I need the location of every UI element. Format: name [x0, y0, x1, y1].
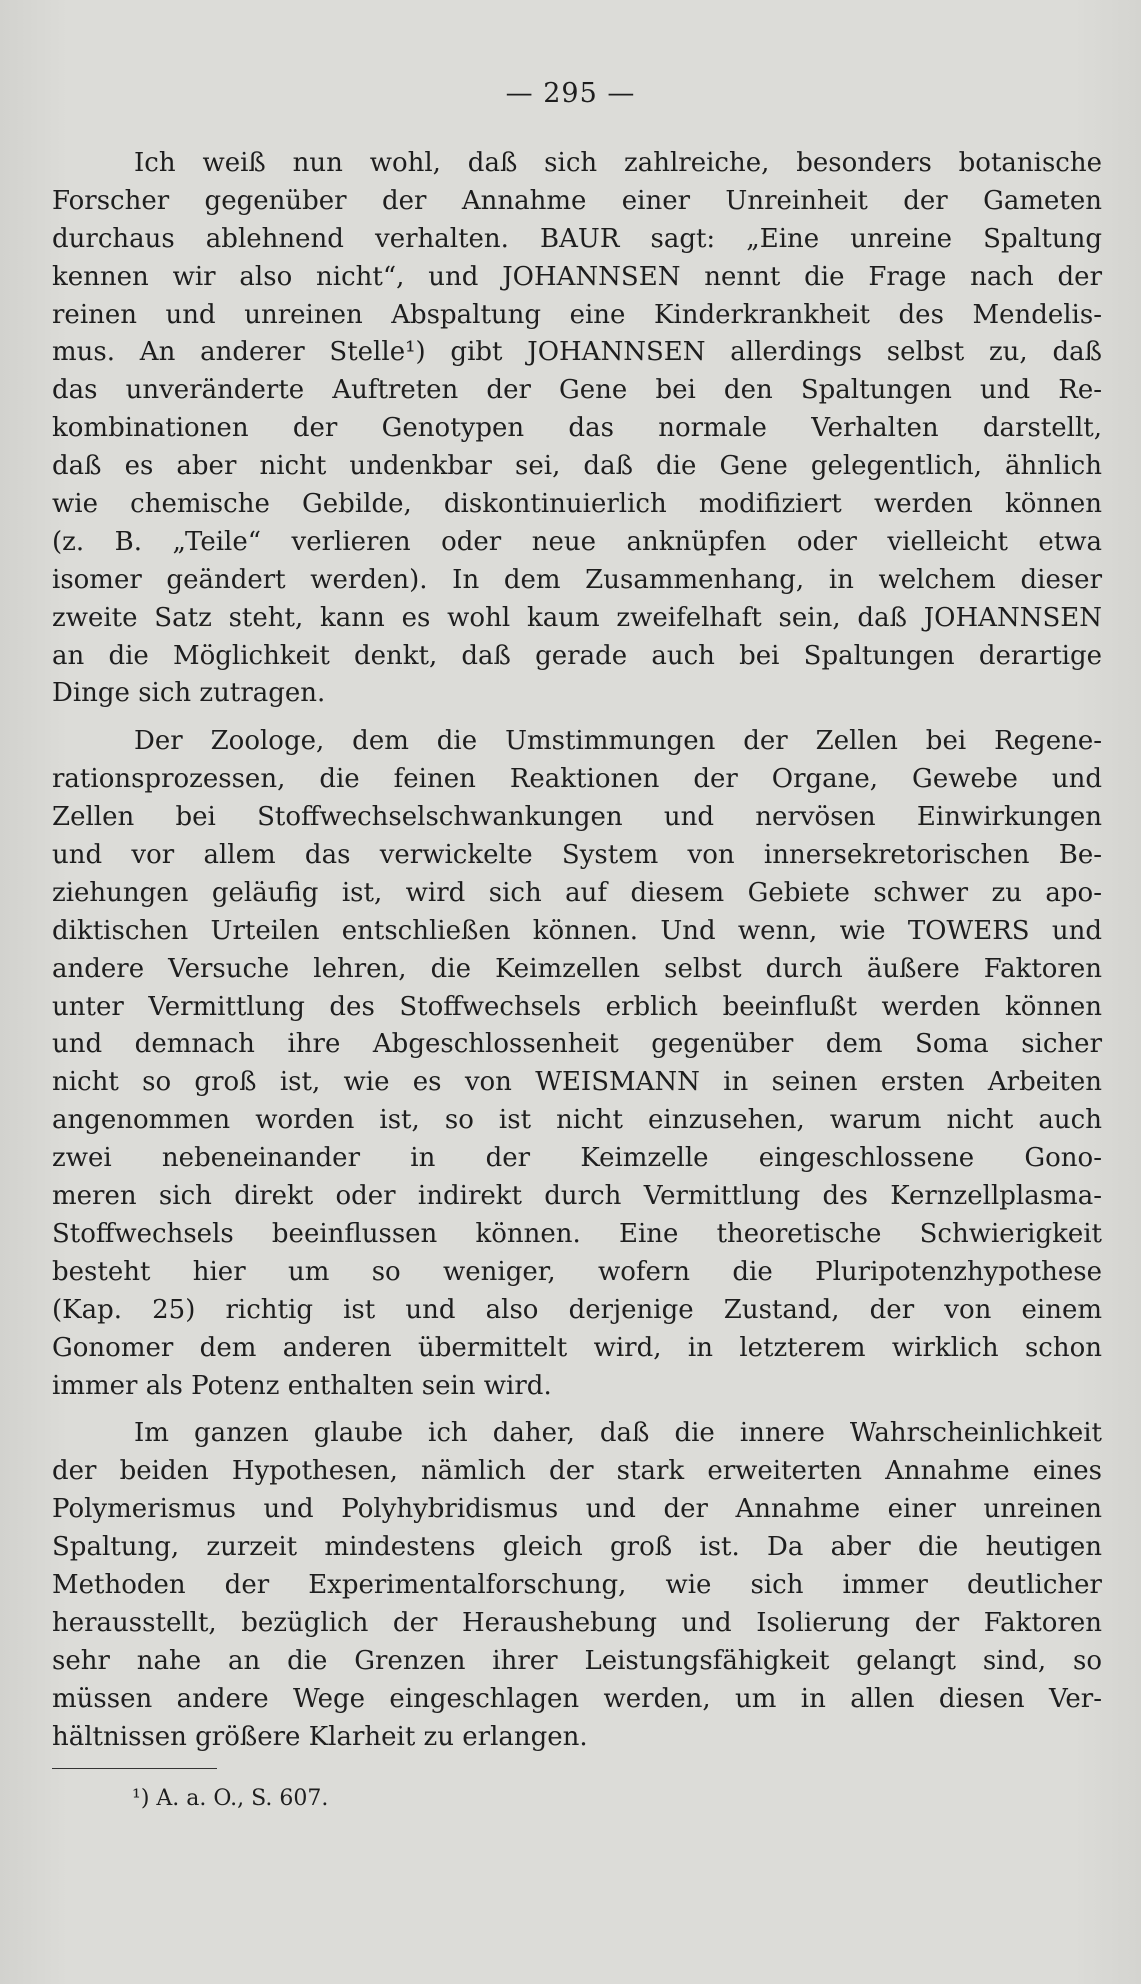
text-line: wie chemische Gebilde, diskontinuierlich modifiziert werden können — [52, 489, 1102, 520]
text-line: angenommen worden ist, so ist nicht einzusehen, warum nicht auch — [52, 1105, 1102, 1136]
text-line: Stoffwechsels beeinflussen können. Eine theoretische Schwierigkeit — [52, 1218, 1102, 1249]
paragraph-2 — [52, 723, 1102, 1405]
text-line: und demnach ihre Abgeschlossenheit gegenüber dem Soma sicher — [52, 1029, 1102, 1060]
text-line: besteht hier um so weniger, wofern die Pluripotenzhypothese — [52, 1256, 1102, 1287]
text-line: Forscher gegenüber der Annahme einer Unreinheit der Gameten — [52, 185, 1102, 216]
text-line: sehr nahe an die Grenzen ihrer Leistungsfähigkeit gelangt sind, so — [52, 1645, 1102, 1676]
text-line: Polymerismus und Polyhybridismus und der Annahme einer unreinen — [52, 1494, 1102, 1525]
page-number: — 295 — — [505, 78, 636, 109]
text-line: ziehungen geläufig ist, wird sich auf diesem Gebiete schwer zu apo- — [52, 877, 1102, 908]
text-line: kombinationen der Genotypen das normale Verhalten darstellt, — [52, 413, 1102, 444]
footnote: ¹) A. a. O., S. 607. — [132, 1786, 329, 1811]
text-line: herausstellt, bezüglich der Heraushebung und Isolierung der Faktoren — [52, 1607, 1102, 1638]
text-line: der beiden Hypothesen, nämlich der stark erweiterten Annahme eines — [52, 1456, 1102, 1487]
text-line: unter Vermittlung des Stoffwechsels erblich beeinflußt werden können — [52, 991, 1102, 1022]
text-line: durchaus ablehnend verhalten. BAUR sagt: „Eine unreine Spaltung — [52, 223, 1102, 254]
text-line: (Kap. 25) richtig ist und also derjenige Zustand, der von einem — [52, 1294, 1102, 1325]
text-line: Spaltung, zurzeit mindestens gleich groß ist. Da aber die heutigen — [52, 1532, 1102, 1563]
text-line: meren sich direkt oder indirekt durch Vermittlung des Kernzellplasma- — [52, 1181, 1102, 1212]
text-line: Ich weiß nun wohl, daß sich zahlreiche, besonders botanische — [134, 148, 1102, 178]
text-line: kennen wir also nicht“, und JOHANNSEN nennt die Frage nach der — [52, 261, 1102, 292]
text-line: Im ganzen glaube ich daher, daß die innere Wahrscheinlichkeit — [134, 1418, 1102, 1449]
text-line: Zellen bei Stoffwechselschwankungen und nervösen Einwirkungen — [52, 802, 1102, 833]
text-line: und vor allem das verwickelte System von innersekretorischen Be- — [52, 840, 1102, 871]
text-line: (z. B. „Teile“ verlieren oder neue anknüpfen oder vielleicht etwa — [52, 526, 1102, 557]
paragraph-3 — [52, 1415, 1102, 1756]
text-line: rationsprozessen, die feinen Reaktionen der Organe, Gewebe und — [52, 764, 1102, 795]
text-line: an die Möglichkeit denkt, daß gerade auch bei Spaltungen derartige — [52, 640, 1102, 671]
footnote-rule — [52, 1768, 217, 1769]
text-line: mus. An anderer Stelle¹) gibt JOHANNSEN allerdings selbst zu, daß — [52, 337, 1102, 368]
text-line: diktischen Urteilen entschließen können. Und wenn, wie TOWERS und — [52, 915, 1102, 946]
text-line: nicht so groß ist, wie es von WEISMANN in seinen ersten Arbeiten — [52, 1067, 1102, 1098]
text-line: hältnissen größere Klarheit zu erlangen. — [52, 1721, 588, 1752]
text-line: isomer geändert werden). In dem Zusammenhang, in welchem dieser — [52, 564, 1102, 595]
text-line: reinen und unreinen Abspaltung eine Kinderkrankheit des Mendelis- — [52, 299, 1102, 330]
paragraph-1 — [52, 145, 1102, 713]
text-line: müssen andere Wege eingeschlagen werden, um in allen diesen Ver- — [52, 1683, 1102, 1714]
text-line: immer als Potenz enthalten sein wird. — [52, 1370, 552, 1401]
text-line: das unveränderte Auftreten der Gene bei den Spaltungen und Re- — [52, 375, 1102, 406]
body-text — [52, 145, 1102, 1756]
text-line: Gonomer dem anderen übermittelt wird, in letzterem wirklich schon — [52, 1332, 1102, 1363]
text-line: Methoden der Experimentalforschung, wie sich immer deutlicher — [52, 1569, 1102, 1600]
text-line: zweite Satz steht, kann es wohl kaum zweifelhaft sein, daß JOHANNSEN — [52, 602, 1102, 633]
text-line: zwei nebeneinander in der Keimzelle eingeschlossene Gono- — [52, 1143, 1102, 1174]
text-line: Dinge sich zutragen. — [52, 678, 326, 709]
text-line: Der Zoologe, dem die Umstimmungen der Zellen bei Regene- — [134, 726, 1102, 757]
text-line: andere Versuche lehren, die Keimzellen selbst durch äußere Faktoren — [52, 953, 1102, 984]
text-line: daß es aber nicht undenkbar sei, daß die Gene gelegentlich, ähnlich — [52, 451, 1102, 482]
